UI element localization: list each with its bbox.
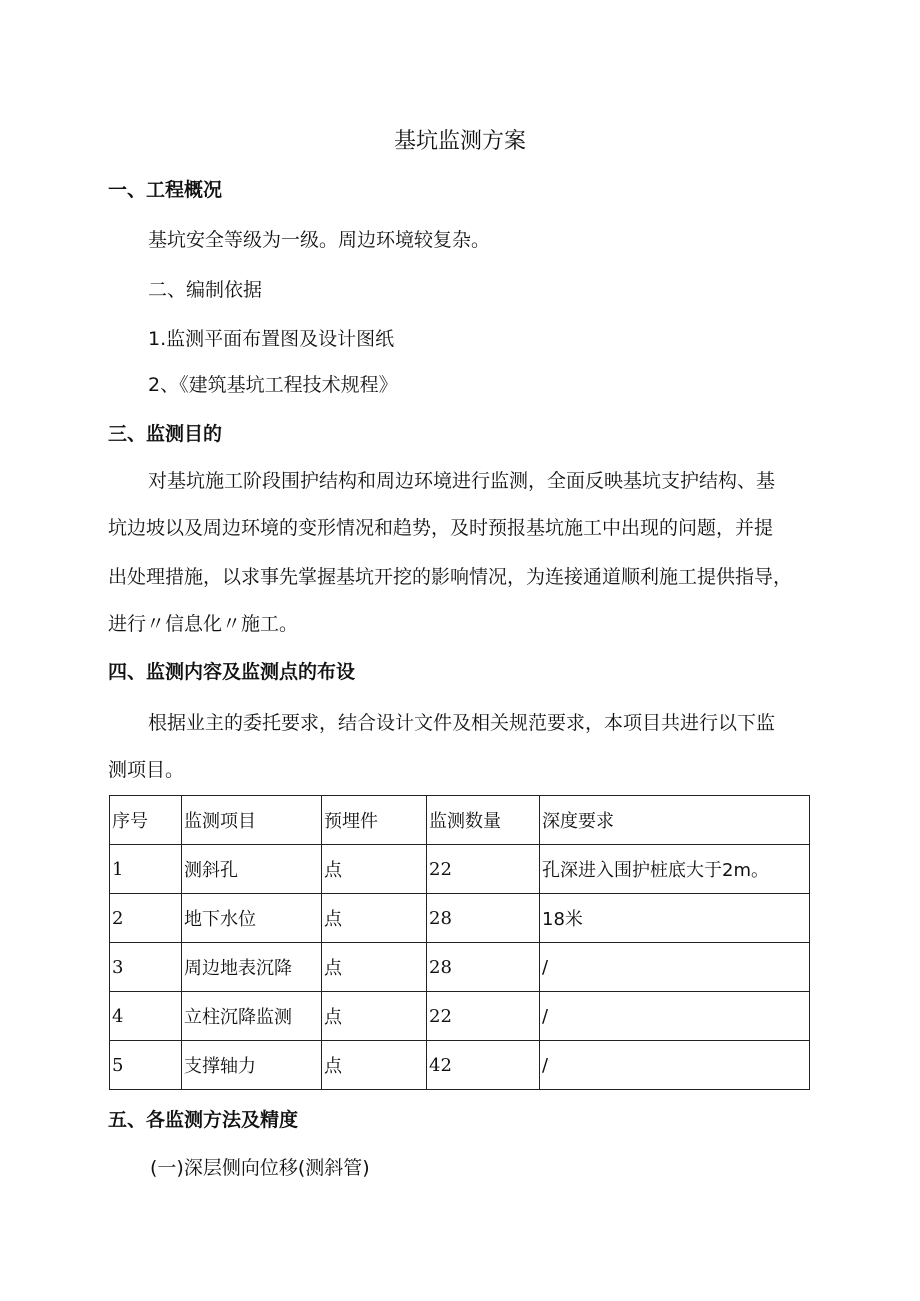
table-cell: 2 — [110, 894, 182, 943]
table-cell: 地下水位 — [182, 894, 322, 943]
table-cell: 点 — [322, 943, 427, 992]
table-cell: 22 — [427, 845, 540, 894]
header-cell-embedded: 预埋件 — [322, 796, 427, 845]
header-cell-depth: 深度要求 — [540, 796, 810, 845]
table-cell: 点 — [322, 1041, 427, 1090]
table-cell: 测斜孔 — [182, 845, 322, 894]
table-row — [110, 845, 810, 894]
table-row — [110, 1041, 810, 1090]
overview-text: 基坑安全等级为一级。周边环境较复杂。 — [148, 229, 491, 251]
section-heading-purpose: 三、监测目的 — [108, 423, 223, 445]
section-heading-basis: 二、编制依据 — [148, 279, 263, 301]
table-cell: 5 — [110, 1041, 182, 1090]
table-cell: / — [540, 1041, 810, 1090]
table-cell: 周边地表沉降 — [182, 943, 322, 992]
table-cell: 22 — [427, 992, 540, 1041]
methods-subheading-1: (一)深层侧向位移(测斜管) — [150, 1157, 370, 1179]
table-cell: / — [540, 943, 810, 992]
table-cell: 3 — [110, 943, 182, 992]
table-cell: 18米 — [540, 894, 810, 943]
section-heading-methods: 五、各监测方法及精度 — [108, 1109, 299, 1131]
table-row — [110, 943, 810, 992]
table-cell: 42 — [427, 1041, 540, 1090]
table-cell: 28 — [427, 943, 540, 992]
table-cell: 4 — [110, 992, 182, 1041]
table-cell: 点 — [322, 845, 427, 894]
header-cell-item: 监测项目 — [182, 796, 322, 845]
table-cell: 点 — [322, 894, 427, 943]
table-header-row — [110, 796, 810, 845]
section-heading-content: 四、监测内容及监测点的布设 — [108, 661, 356, 683]
table-cell: 支撑轴力 — [182, 1041, 322, 1090]
content-line-1: 根据业主的委托要求，结合设计文件及相关规范要求，本项目共进行以下监 — [148, 712, 776, 734]
monitoring-items-table — [109, 795, 810, 1090]
table-row — [110, 992, 810, 1041]
table-cell: 28 — [427, 894, 540, 943]
content-line-2: 测项目。 — [108, 759, 185, 781]
table-cell: 1 — [110, 845, 182, 894]
table-cell: 点 — [322, 992, 427, 1041]
basis-item-1: 1.监测平面布置图及设计图纸 — [148, 328, 395, 350]
section-heading-overview: 一、工程概况 — [108, 179, 223, 201]
basis-item-2: 2、《建筑基坑工程技术规程》 — [148, 374, 398, 396]
table-row — [110, 894, 810, 943]
header-cell-quantity: 监测数量 — [427, 796, 540, 845]
purpose-line-3: 出处理措施，以求事先掌握基坑开挖的影响情况，为连接通道顺利施工提供指导， — [108, 566, 793, 588]
purpose-line-1: 对基坑施工阶段围护结构和周边环境进行监测，全面反映基坑支护结构、基 — [148, 470, 776, 492]
document-title: 基坑监测方案 — [393, 129, 526, 154]
purpose-line-4: 进行〃信息化〃施工。 — [108, 613, 299, 635]
purpose-line-2: 坑边坡以及周边环境的变形情况和趋势，及时预报基坑施工中出现的问题，并提 — [108, 517, 774, 539]
table-cell: / — [540, 992, 810, 1041]
header-cell-index: 序号 — [110, 796, 182, 845]
table-cell: 孔深进入围护桩底大于2m。 — [540, 845, 810, 894]
table-cell: 立柱沉降监测 — [182, 992, 322, 1041]
